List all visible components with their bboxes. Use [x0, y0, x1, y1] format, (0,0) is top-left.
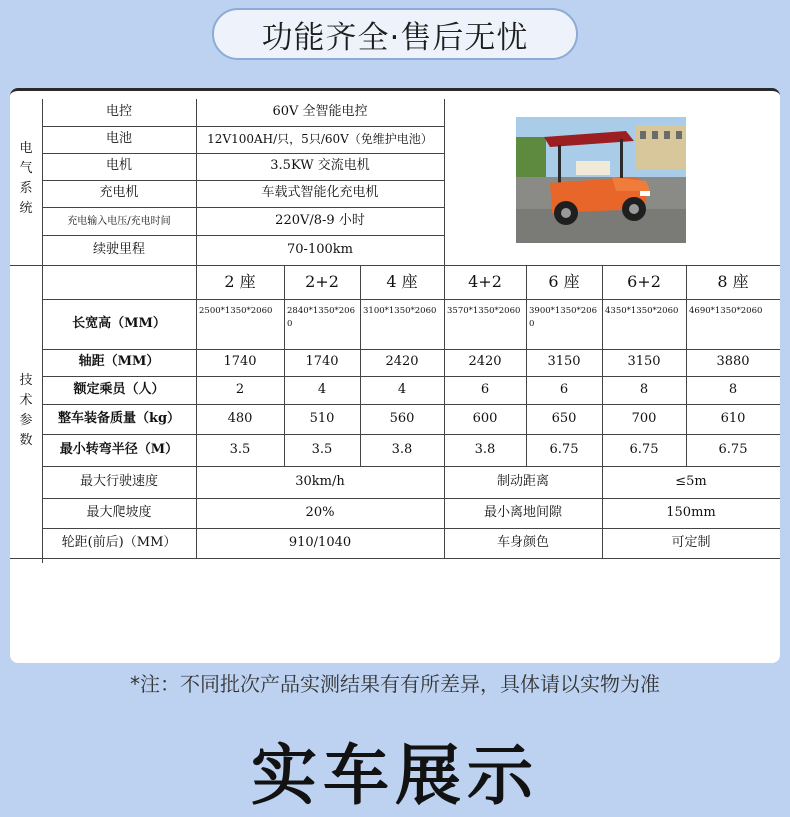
- spec-value: 4690*1350*2060: [689, 306, 763, 316]
- seat-header: 2+2: [305, 272, 339, 292]
- spec-value: 4: [397, 381, 407, 397]
- spec-label: 最小转弯半径（M）: [59, 441, 179, 457]
- spec-value: 可定制: [671, 534, 711, 550]
- spec-value: 560: [389, 410, 415, 426]
- electrical-value: 12V100AH/只，5只/60V（免维护电池）: [207, 131, 433, 146]
- electrical-value: 70-100km: [287, 241, 353, 257]
- spec-value: 3900*1350*2060: [529, 306, 597, 329]
- spec-value: 2420: [468, 354, 502, 370]
- spec-value: 650: [551, 410, 577, 426]
- spec-value: 4: [317, 381, 327, 397]
- electrical-label: 续驶里程: [92, 241, 145, 257]
- disclaimer-note: *注：不同批次产品实测结果有有所差异，具体请以实物为准: [130, 672, 660, 696]
- seat-header: 4+2: [468, 272, 502, 292]
- seat-header: 4 座: [386, 272, 418, 292]
- spec-label: 制动距离: [496, 473, 549, 489]
- seat-header: 2 座: [224, 272, 256, 292]
- spec-value: 3.8: [391, 441, 413, 457]
- spec-value: 8: [639, 381, 649, 397]
- spec-label: 最大行驶速度: [79, 473, 158, 489]
- spec-table: [10, 91, 780, 663]
- spec-card: [10, 88, 780, 663]
- spec-value: 20%: [305, 504, 335, 520]
- spec-value: 3150: [627, 354, 661, 370]
- spec-label: 最大爬坡度: [86, 504, 152, 520]
- spec-value: 600: [472, 410, 498, 426]
- electrical-value: 3.5KW 交流电机: [270, 158, 370, 174]
- seat-header: 6 座: [548, 272, 580, 292]
- spec-label: 整车装备质量（kg）: [57, 410, 181, 426]
- electrical-label: 电机: [105, 158, 132, 174]
- spec-value: 30km/h: [295, 473, 345, 489]
- spec-value: 910/1040: [288, 534, 352, 550]
- electrical-label: 充电机: [99, 185, 139, 201]
- spec-value: 610: [720, 410, 746, 426]
- electrical-value: 车载式智能化充电机: [261, 185, 379, 201]
- spec-value: 2500*1350*2060: [199, 306, 273, 316]
- spec-value: 3150: [547, 354, 581, 370]
- seat-header: 8 座: [717, 272, 749, 292]
- electrical-label: 电控: [105, 104, 132, 120]
- spec-label: 车身颜色: [496, 534, 549, 550]
- spec-value: 6: [480, 381, 490, 397]
- spec-value: 510: [309, 410, 335, 426]
- spec-value: 2840*1350*2060: [287, 306, 355, 329]
- seat-header: 6+2: [627, 272, 661, 292]
- spec-value: 150mm: [666, 504, 716, 520]
- electrical-value: 60V 全智能电控: [272, 104, 368, 120]
- electrical-label: 电池: [105, 131, 132, 147]
- spec-value: 480: [227, 410, 253, 426]
- section-title: 实车展示: [251, 737, 539, 814]
- spec-value: 3.8: [474, 441, 496, 457]
- spec-label: 轮距(前后)（MM）: [61, 534, 177, 550]
- spec-value: 6.75: [549, 441, 579, 457]
- spec-value: 1740: [305, 354, 339, 370]
- spec-label: 长宽高（MM）: [72, 315, 166, 331]
- spec-label: 最小离地间隙: [483, 504, 562, 520]
- spec-value: 3100*1350*2060: [363, 306, 437, 316]
- spec-value: 700: [631, 410, 657, 426]
- spec-value: 3880: [716, 354, 750, 370]
- spec-value: 2420: [385, 354, 419, 370]
- spec-value: ≤5m: [675, 473, 707, 489]
- header-title-pill: [212, 8, 578, 60]
- electrical-group-label: 电 气 系 统: [19, 141, 33, 216]
- spec-value: 1740: [223, 354, 257, 370]
- golf-cart-photo: [516, 117, 686, 243]
- spec-value: 3.5: [229, 441, 251, 457]
- electrical-label: 充电输入电压/充电时间: [67, 215, 171, 227]
- spec-label: 轴距（MM）: [78, 354, 160, 370]
- spec-value: 6.75: [629, 441, 659, 457]
- spec-value: 8: [728, 381, 738, 397]
- electrical-value: 220V/8-9 小时: [275, 212, 365, 228]
- spec-value: 2: [235, 381, 245, 397]
- technical-group-label: 技 术 参 数: [19, 373, 33, 448]
- spec-value: 4350*1350*2060: [605, 306, 679, 316]
- spec-value: 6.75: [718, 441, 748, 457]
- spec-value: 3570*1350*2060: [447, 306, 521, 316]
- header-title: 功能齐全·售后无忧: [261, 19, 529, 56]
- spec-label: 额定乘员（人）: [73, 381, 165, 397]
- spec-value: 3.5: [311, 441, 333, 457]
- golf-cart-illustration: [516, 117, 686, 243]
- spec-value: 6: [559, 381, 569, 397]
